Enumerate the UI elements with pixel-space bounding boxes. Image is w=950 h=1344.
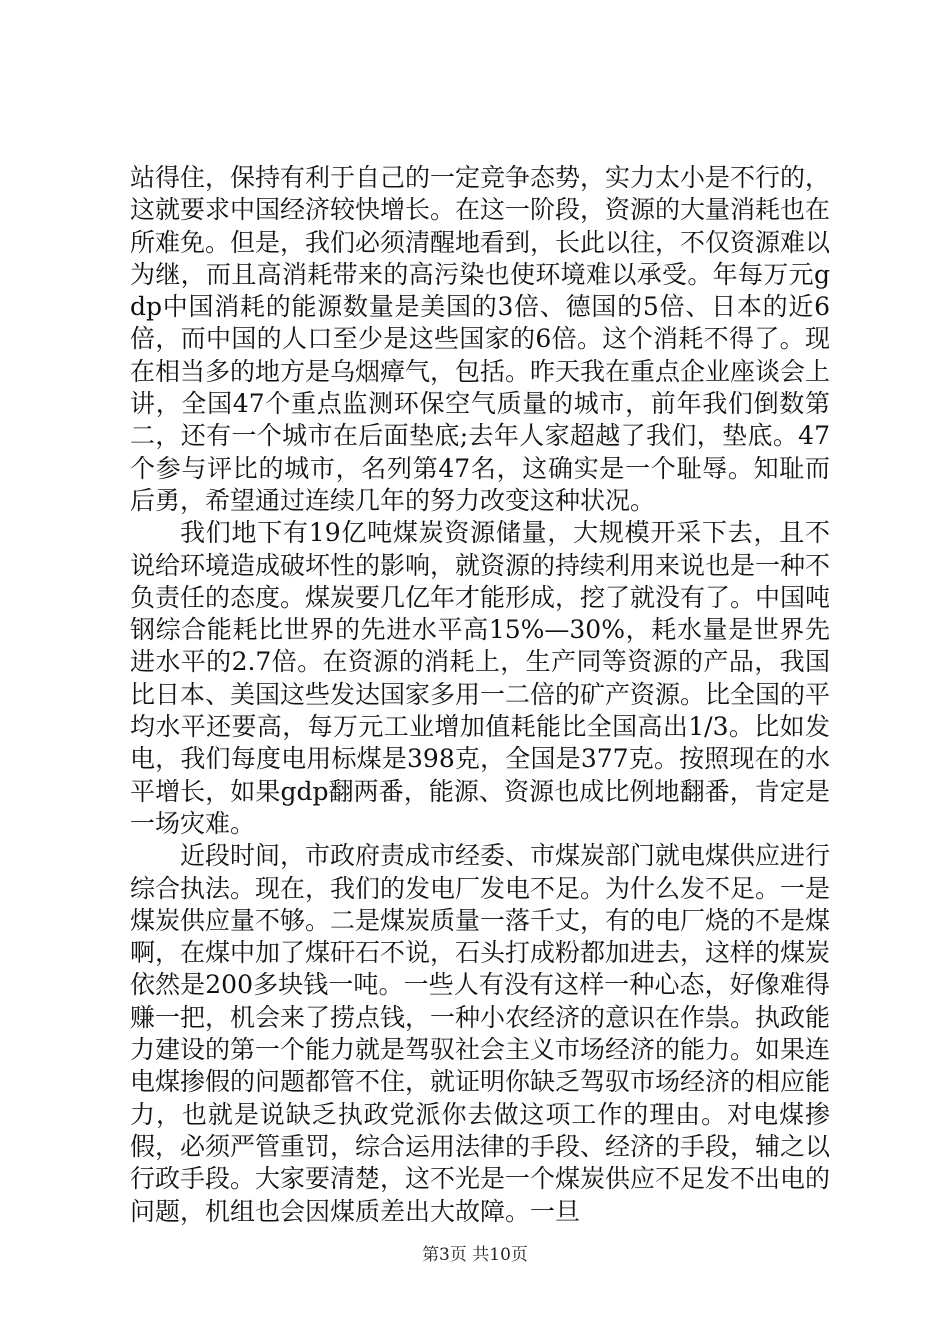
paragraph-3: 近段时间，市政府责成市经委、市煤炭部门就电煤供应进行综合执法。现在，我们的发电厂发电不足。为什么发不足。一是煤炭供应量不够。二是煤炭质量一落千丈，有的电厂烧的不是煤啊，在煤中加了煤矸石不说，石头打成粉都加进去，这样的煤炭依然是200多块钱一吨。一些人有没有这样一种心态，好像难得赚一把，机会来了捞点钱，一种小农经济的意识在作祟。执政能力建设的第一个能力就是驾驭社会主义市场经济的能力。如果连电煤掺假的问题都管不住，就证明你缺乏驾驭市场经济的相应能力，也就是说缺乏执政党派你去做这项工作的理由。对电煤掺假，必须严管重罚，综合运用法律的手段、经济的手段，辅之以行政手段。大家要清楚，这不光是一个煤炭供应不足发不出电的问题，机组也会因煤质差出大故障。一旦 [130,841,831,1226]
paragraph-2: 我们地下有19亿吨煤炭资源储量，大规模开采下去，且不说给环境造成破坏性的影响，就资源的持续利用来说也是一种不负责任的态度。煤炭要几亿年才能形成，挖了就没有了。中国吨钢综合能耗比世界的先进水平高15%—30%，耗水量是世界先进水平的2.7倍。在资源的消耗上，生产同等资源的产品，我国比日本、美国这些发达国家多用一二倍的矿产资源。比全国的平均水平还要高，每万元工业增加值耗能比全国高出1/3。比如发电，我们每度电用标煤是398克，全国是377克。按照现在的水平增长，如果gdp翻两番，能源、资源也成比例地翻番，肯定是一场灾难。 [130,518,831,838]
document-body [130,162,830,1228]
page-number-footer: 第3页 共10页 [422,1245,528,1265]
paragraph-1: 站得住，保持有利于自己的一定竞争态势，实力太小是不行的，这就要求中国经济较快增长。在这一阶段，资源的大量消耗也在所难免。但是，我们必须清醒地看到，长此以往，不仅资源难以为继，而且高消耗带来的高污染也使环境难以承受。年每万元gdp中国消耗的能源数量是美国的3倍、德国的5倍、日本的近6倍，而中国的人口至少是这些国家的6倍。这个消耗不得了。现在相当多的地方是乌烟瘴气，包括。昨天我在重点企业座谈会上讲，全国47个重点监测环保空气质量的城市，前年我们倒数第二，还有一个城市在后面垫底;去年人家超越了我们，垫底。47个参与评比的城市，名列第47名，这确实是一个耻辱。知耻而后勇，希望通过连续几年的努力改变这种状况。 [130,163,831,515]
